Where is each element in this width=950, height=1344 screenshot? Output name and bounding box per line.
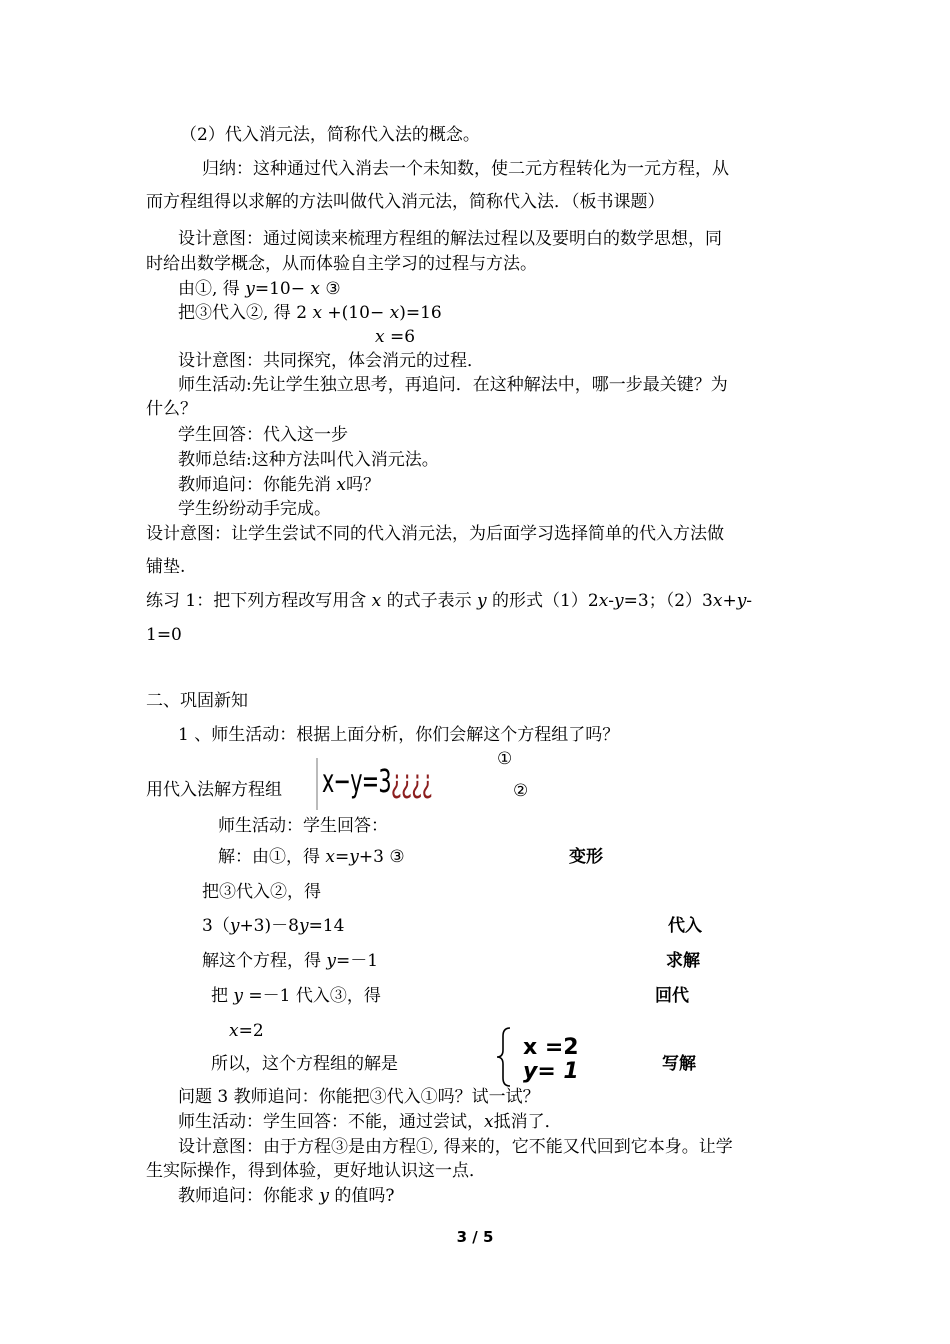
paragraph-line: 学生纷纷动手完成。 — [178, 499, 331, 519]
step-tag: 代入 — [668, 916, 702, 936]
paragraph-line: 设计意图：共同探究，体会消元的过程． — [178, 351, 484, 371]
math-line: x =6 — [375, 327, 416, 347]
section-heading: （2）代入消元法，简称代入法的概念。 — [180, 125, 480, 145]
paragraph-line: 设计意图：让学生尝试不同的代入消元法，为后面学习选择简单的代入方法做 — [146, 524, 724, 544]
solution-step: 把③代入②，得 — [202, 882, 321, 902]
paragraph-line: 设计意图：由于方程③是由方程①, 得来的，它不能又代回到它本身。让学 — [178, 1137, 733, 1157]
solution-step: 把 y =－1 代入③，得 — [211, 986, 381, 1006]
solution-y: y= 1 — [523, 1059, 579, 1084]
paragraph-line: 什么？ — [146, 399, 197, 419]
paragraph-line: 生实际操作，得到体验，更好地认识这一点． — [146, 1161, 486, 1181]
step-tag: 变形 — [569, 847, 603, 867]
paragraph-line: 教师追问：你能求 y 的值吗? — [178, 1186, 395, 1206]
paragraph-line: 师生活动：学生回答：不能，通过尝试，x抵消了． — [178, 1112, 562, 1132]
math-line: 由①, 得 y=10− x ③ — [178, 279, 341, 299]
equation-marker: ② — [513, 781, 529, 801]
paragraph-line: 铺垫. — [146, 557, 186, 577]
solution-step: 所以，这个方程组的解是 — [211, 1054, 398, 1074]
solution-step: 解这个方程，得 y=－1 — [202, 951, 379, 971]
equation-marker: ① — [497, 749, 513, 769]
paragraph-line: 问题 3 教师追问：你能把③代入①吗？试一试？ — [178, 1087, 540, 1107]
left-brace-icon — [494, 1026, 516, 1088]
paragraph-line: 设计意图：通过阅读来梳理方程组的解法过程以及要明白的数学思想，同 — [178, 229, 722, 249]
paragraph-line: 师生活动:先让学生独立思考，再追问．在这种解法中，哪一步最关键？为 — [178, 375, 728, 395]
paragraph-line: 教师总结:这种方法叫代入消元法。 — [178, 450, 439, 470]
step-tag: 写解 — [662, 1054, 696, 1074]
exercise-line: 练习 1：把下列方程改写用含 x 的式子表示 y 的形式（1）2x-y=3；（2）3x+y- — [146, 591, 753, 611]
system-bracket — [312, 756, 322, 812]
solution-step: x=2 — [229, 1021, 264, 1041]
page-number: 3 / 5 — [456, 1228, 494, 1246]
paragraph-line: 学生回答：代入这一步 — [178, 425, 348, 445]
system-prompt: 用代入法解方程组 — [146, 780, 282, 800]
step-tag: 回代 — [655, 986, 689, 1006]
paragraph-line: 师生活动：学生回答： — [218, 816, 388, 836]
solution-x: x =2 — [523, 1035, 579, 1060]
step-tag: 求解 — [666, 951, 700, 971]
section-heading: 二、巩固新知 — [146, 691, 248, 711]
paragraph-line: 归纳：这种通过代入消去一个未知数，使二元方程转化为一元方程，从 — [202, 159, 729, 179]
paragraph-line: 1 、师生活动：根据上面分析，你们会解这个方程组了吗？ — [178, 725, 620, 745]
system-equation: x−y=3¿¿¿¿ — [322, 762, 432, 800]
math-line: 把③代入②, 得 2 x +(10− x)=16 — [178, 303, 442, 323]
paragraph-line: 时给出数学概念，从而体验自主学习的过程与方法。 — [146, 254, 537, 274]
paragraph-line: 教师追问：你能先消 x吗？ — [178, 475, 380, 495]
paragraph-line: 而方程组得以求解的方法叫做代入消元法，简称代入法．（板书课题） — [146, 192, 665, 212]
solution-step: 3（y+3)－8y=14 — [202, 916, 345, 936]
solution-step: 解：由①，得 x=y+3 ③ — [218, 847, 405, 867]
exercise-line: 1=0 — [146, 625, 182, 645]
